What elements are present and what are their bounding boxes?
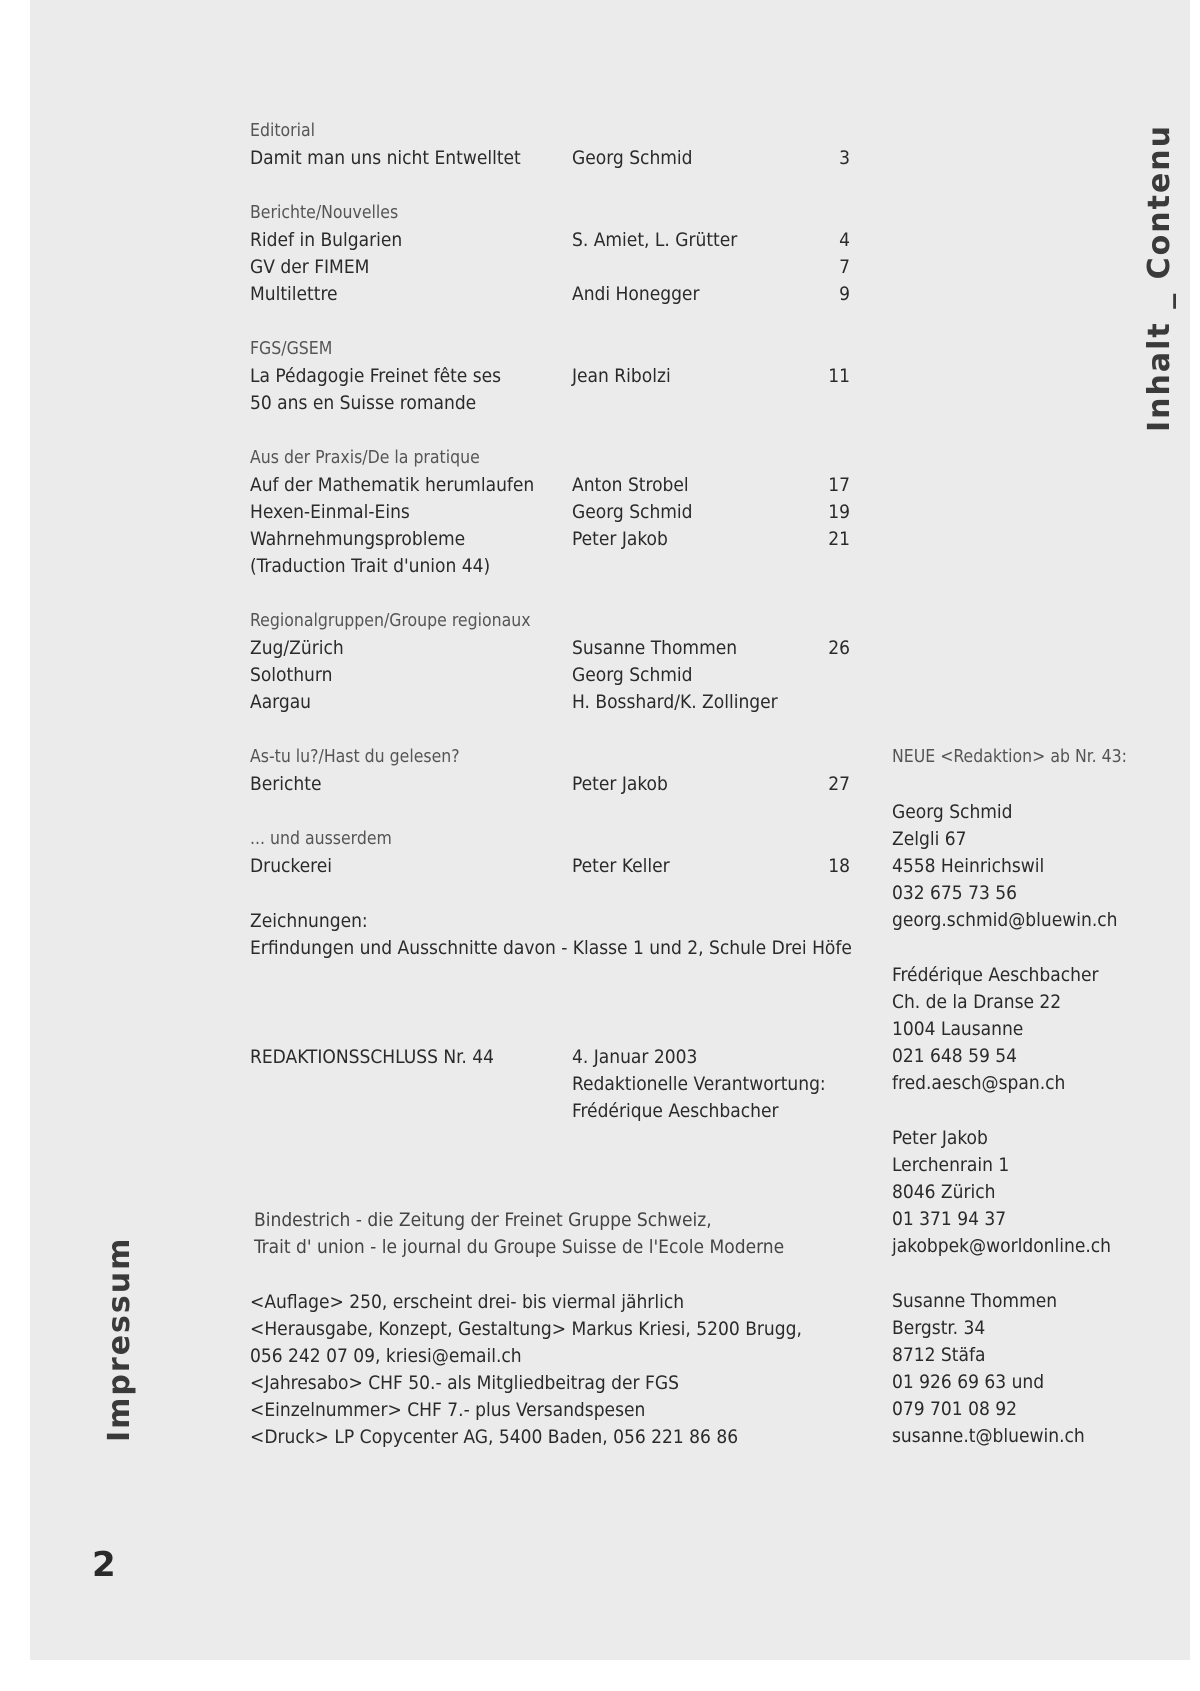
toc-page: 3 [839, 147, 850, 169]
toc-title: (Traduction Trait d'union 44) [250, 555, 491, 577]
document-page [30, 0, 1190, 1660]
editorial-board-heading: NEUE <Redaktion> ab Nr. 43: [892, 747, 1127, 767]
toc-author: S. Amiet, L. Grütter [572, 229, 738, 251]
toc-page: 18 [828, 855, 850, 877]
board-member-email: fred.aesch@span.ch [892, 1072, 1066, 1094]
board-member-line: Lerchenrain 1 [892, 1154, 1010, 1176]
impressum-line: 056 242 07 09, kriesi@email.ch [250, 1345, 522, 1367]
impressum-line: <Jahresabo> CHF 50.- als Mitgliedbeitrag der FGS [250, 1372, 679, 1394]
toc-title: Druckerei [250, 855, 333, 877]
board-member-line: 8712 Stäfa [892, 1344, 986, 1366]
board-member-line: 1004 Lausanne [892, 1018, 1024, 1040]
toc-title: Hexen-Einmal-Eins [250, 501, 410, 523]
toc-page: 4 [839, 229, 850, 251]
toc-title: Zug/Zürich [250, 637, 344, 659]
toc-author: Georg Schmid [572, 501, 693, 523]
toc-author: Peter Jakob [572, 773, 668, 795]
toc-page: 27 [828, 773, 850, 795]
board-member-line: Zelgli 67 [892, 828, 967, 850]
toc-author: Georg Schmid [572, 664, 693, 686]
section-heading-editorial: Editorial [250, 121, 315, 141]
impressum-tagline: Bindestrich - die Zeitung der Freinet Gruppe Schweiz, [254, 1209, 712, 1231]
toc-page: 17 [828, 474, 850, 496]
toc-page: 21 [828, 528, 850, 550]
drawings-text: Erfindungen und Ausschnitte davon - Klasse 1 und 2, Schule Drei Höfe [250, 937, 852, 959]
section-heading-lu: As-tu lu?/Hast du gelesen? [250, 747, 460, 767]
toc-author: Susanne Thommen [572, 637, 738, 659]
toc-author: Georg Schmid [572, 147, 693, 169]
board-member-line: Susanne Thommen [892, 1290, 1058, 1312]
section-heading-praxis: Aus der Praxis/De la pratique [250, 448, 480, 468]
board-member-email: georg.schmid@bluewin.ch [892, 909, 1118, 931]
board-member-line: Ch. de la Dranse 22 [892, 991, 1062, 1013]
contents-side-title: Inhalt _ Contenu [1142, 123, 1177, 432]
toc-title: 50 ans en Suisse romande [250, 392, 477, 414]
toc-author: Andi Honegger [572, 283, 700, 305]
section-heading-regional: Regionalgruppen/Groupe regionaux [250, 611, 531, 631]
toc-title: Berichte [250, 773, 322, 795]
board-member-line: 079 701 08 92 [892, 1398, 1018, 1420]
board-member-line: 8046 Zürich [892, 1181, 996, 1203]
toc-author: Peter Keller [572, 855, 670, 877]
toc-title: Auf der Mathematik herumlaufen [250, 474, 535, 496]
impressum-line: <Herausgabe, Konzept, Gestaltung> Markus Kriesi, 5200 Brugg, [250, 1318, 802, 1340]
toc-author: Jean Ribolzi [572, 365, 671, 387]
board-member-email: susanne.t@bluewin.ch [892, 1425, 1085, 1447]
board-member-line: Peter Jakob [892, 1127, 988, 1149]
toc-author: Anton Strobel [572, 474, 689, 496]
board-member-email: jakobpek@worldonline.ch [892, 1235, 1112, 1257]
board-member-line: 021 648 59 54 [892, 1045, 1018, 1067]
toc-title: Aargau [250, 691, 312, 713]
toc-title: La Pédagogie Freinet fête ses [250, 365, 502, 387]
board-member-line: 01 926 69 63 und [892, 1371, 1045, 1393]
responsibility-name: Frédérique Aeschbacher [572, 1100, 779, 1122]
board-member-line: Georg Schmid [892, 801, 1013, 823]
toc-page: 26 [828, 637, 850, 659]
impressum-side-title: Impressum [102, 1236, 137, 1442]
section-heading-ausserdem: ... und ausserdem [250, 829, 392, 849]
drawings-label: Zeichnungen: [250, 910, 368, 932]
board-member-line: 01 371 94 37 [892, 1208, 1007, 1230]
toc-page: 19 [828, 501, 850, 523]
board-member-line: 4558 Heinrichswil [892, 855, 1045, 877]
toc-page: 11 [828, 365, 850, 387]
impressum-line: <Auflage> 250, erscheint drei- bis viermal jährlich [250, 1291, 685, 1313]
toc-title: Solothurn [250, 664, 333, 686]
toc-title: Wahrnehmungsprobleme [250, 528, 466, 550]
deadline-label: REDAKTIONSSCHLUSS Nr. 44 [250, 1046, 495, 1068]
impressum-line: <Einzelnummer> CHF 7.- plus Versandspesen [250, 1399, 646, 1421]
board-member-line: Frédérique Aeschbacher [892, 964, 1099, 986]
toc-title: Multilettre [250, 283, 338, 305]
deadline-date: 4. Januar 2003 [572, 1046, 698, 1068]
impressum-tagline: Trait d' union - le journal du Groupe Suisse de l'Ecole Moderne [254, 1236, 785, 1258]
toc-author: Peter Jakob [572, 528, 668, 550]
section-heading-berichte: Berichte/Nouvelles [250, 203, 399, 223]
responsibility-label: Redaktionelle Verantwortung: [572, 1073, 826, 1095]
toc-title: Ridef in Bulgarien [250, 229, 403, 251]
section-heading-fgs: FGS/GSEM [250, 339, 333, 359]
page-number: 2 [92, 1545, 116, 1585]
toc-title: GV der FIMEM [250, 256, 370, 278]
toc-page: 9 [839, 283, 850, 305]
toc-author: H. Bosshard/K. Zollinger [572, 691, 778, 713]
board-member-line: Bergstr. 34 [892, 1317, 986, 1339]
toc-page: 7 [839, 256, 850, 278]
toc-title: Damit man uns nicht Entwelltet [250, 147, 521, 169]
board-member-line: 032 675 73 56 [892, 882, 1018, 904]
impressum-line: <Druck> LP Copycenter AG, 5400 Baden, 056 221 86 86 [250, 1426, 739, 1448]
